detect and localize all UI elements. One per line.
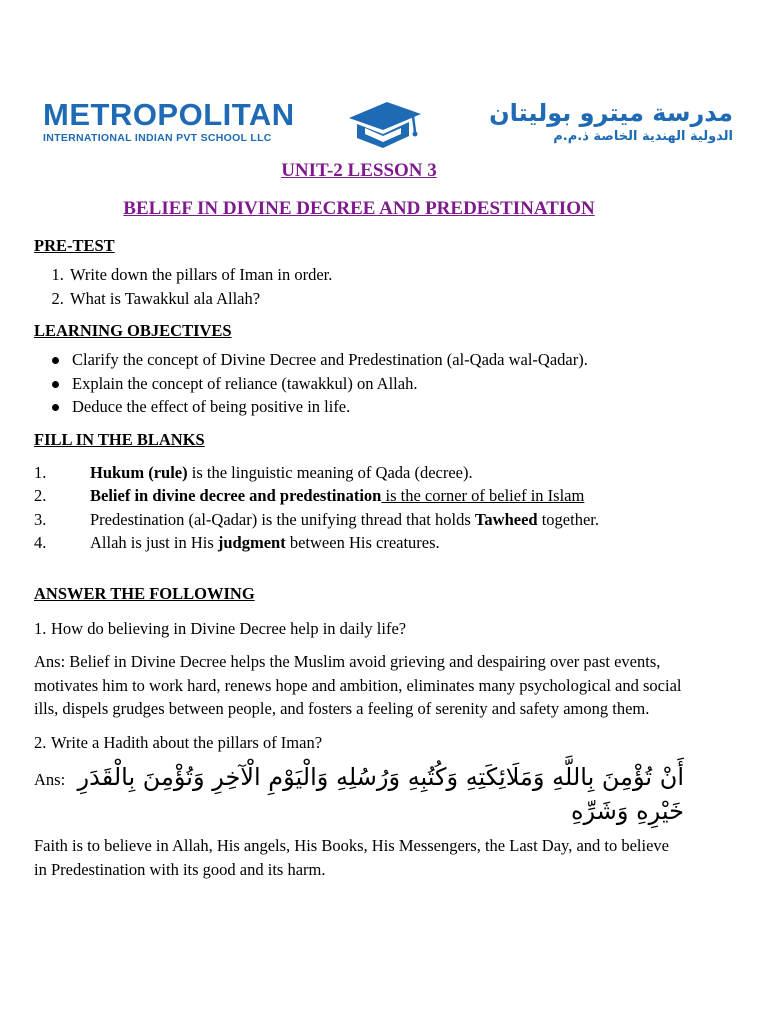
hadith-translation: Faith is to believe in Allah, His angels, His Books, His Messengers, the Last Day, and to believe in Predestination with its good and its harm. — [34, 836, 670, 879]
fill-blank-item — [34, 461, 684, 485]
answer-heading: ANSWER THE FOLLOWING — [34, 583, 255, 603]
answer-prefix: Ans: — [34, 770, 66, 789]
sentence-rest: is the corner of belief in Islam — [381, 486, 585, 505]
pretest-list — [34, 263, 684, 310]
blank-answer: Hukum (rule) — [90, 462, 188, 482]
school-header — [43, 98, 733, 150]
graduation-cap-icon — [343, 98, 423, 150]
fill-blank-text — [90, 484, 684, 508]
fill-blank-text — [90, 531, 684, 555]
blank-answer: judgment — [217, 533, 286, 552]
question-text: Write a Hadith about the pillars of Iman? — [51, 732, 323, 752]
objectives-heading: LEARNING OBJECTIVES — [34, 321, 232, 340]
fill-blank-text — [90, 508, 684, 532]
worksheet-content — [34, 155, 684, 881]
school-subtitle-arabic: الدولية الهندية الخاصة ذ.م.م — [553, 129, 733, 144]
sentence-rest: between His creatures. — [285, 533, 440, 552]
question-number: 1. — [34, 618, 47, 638]
question-1 — [34, 617, 684, 641]
objective-text: Clarify the concept of Divine Decree and Predestination (al-Qada wal-Qadar). — [72, 350, 588, 369]
fill-blanks-heading: FILL IN THE BLANKS — [34, 429, 205, 449]
sentence-start: Allah is just in His — [90, 533, 218, 552]
fill-blank-item — [34, 484, 684, 508]
school-subtitle: INTERNATIONAL INDIAN PVT SCHOOL LLC — [43, 132, 272, 144]
objective-text: Explain the concept of reliance (tawakkul) on Allah. — [72, 373, 418, 393]
bullet-icon — [52, 381, 59, 388]
fill-blank-item — [34, 508, 684, 532]
hadith-answer — [34, 760, 684, 828]
bullet-icon — [52, 357, 59, 364]
objective-item — [72, 372, 684, 396]
item-number: 1. — [34, 462, 47, 482]
item-number: 2. — [34, 486, 47, 505]
blank-answer: Tawheed — [474, 509, 538, 529]
fill-blank-item — [34, 531, 684, 555]
question-text: How do believing in Divine Decree help in daily life? — [51, 618, 407, 638]
lesson-title: BELIEF IN DIVINE DECREE AND PREDESTINATION — [123, 198, 595, 219]
objective-text: Deduce the effect of being positive in life. — [72, 397, 351, 416]
objective-item — [72, 348, 684, 372]
objectives-list — [34, 348, 684, 419]
fill-blank-text — [90, 461, 684, 485]
item-number: 3. — [34, 509, 47, 529]
objective-item — [72, 395, 684, 419]
sentence-start: Predestination (al-Qadar) is the unifying thread that holds — [90, 509, 475, 529]
question-2 — [34, 731, 684, 755]
bullet-icon — [52, 404, 59, 411]
school-brand-arabic — [489, 98, 733, 146]
pretest-item: 2. What is Tawakkul ala Allah? — [68, 287, 684, 311]
pretest-item: 1. Write down the pillars of Iman in order. — [68, 263, 684, 287]
school-name: METROPOLITAN — [43, 97, 295, 132]
answer-1: Ans: Belief in Divine Decree helps the Muslim avoid grieving and despairing over past events, motivates him to work hard, renews hope and ambition, eliminates many psychological and social ills, dispels grudges between people, and fosters a feeling of serenity and safety among them. — [34, 652, 682, 718]
unit-title: UNIT-2 LESSON 3 — [281, 160, 437, 181]
blank-answer: Belief in divine decree and predestination — [90, 486, 382, 505]
school-brand-english — [43, 98, 295, 144]
item-number: 4. — [34, 533, 47, 552]
question-number: 2. — [34, 732, 47, 752]
pretest-heading: PRE-TEST — [34, 236, 115, 255]
school-name-arabic: مدرسة ميترو بوليتان — [489, 99, 733, 127]
hadith-arabic: أَنْ تُؤْمِنَ بِاللَّهِ وَمَلَائِكَتِهِ وَكُتُبِهِ وَرُسُلِهِ وَالْيَوْمِ الْآخِرِ وَتُؤْمِنَ بِالْقَدَرِ خَيْرِهِ وَشَرِّهِ — [77, 763, 684, 825]
fill-blanks-list — [34, 461, 684, 555]
sentence-rest: together. — [537, 509, 599, 529]
sentence-rest: is the linguistic meaning of Qada (decree). — [187, 462, 473, 482]
